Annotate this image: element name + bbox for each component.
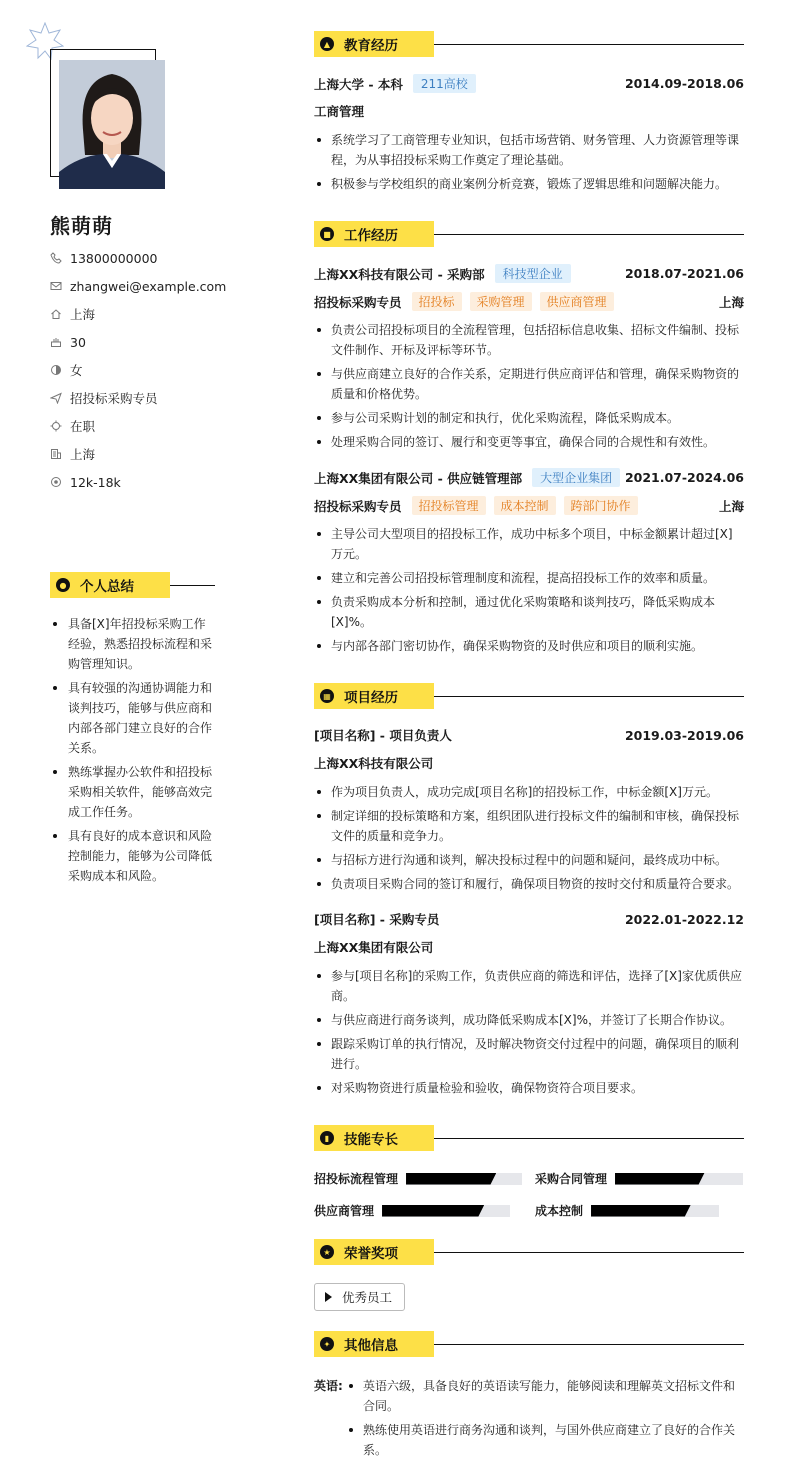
list-item: 建立和完善公司招投标管理制度和流程，提高招投标工作的效率和质量。	[314, 568, 744, 588]
list-item: 具有良好的成本意识和风险控制能力，能够为公司降低采购成本和风险。	[50, 826, 214, 886]
list-item: 处理采购合同的签订、履行和变更等事宜，确保合同的合规性和有效性。	[314, 432, 744, 452]
info-email: zhangwei@example.com	[50, 275, 226, 297]
phone-icon	[50, 252, 62, 264]
skill-item: 成本控制	[535, 1202, 719, 1219]
list-item: 英语六级，具备良好的英语读写能力，能够阅读和理解英文招标文件和合同。	[346, 1376, 746, 1416]
info-gender: 女	[50, 359, 83, 381]
skill-bar-fill	[382, 1205, 484, 1217]
info-job: 招投标采购专员	[50, 387, 158, 409]
section-honors-header: ★ 荣誉奖项	[314, 1239, 744, 1265]
info-icon: ✦	[320, 1337, 334, 1351]
list-item: 参与公司采购计划的制定和执行，优化采购流程，降低采购成本。	[314, 408, 744, 428]
info-home: 上海	[50, 303, 95, 325]
skill-bar-fill	[615, 1173, 705, 1185]
list-item: 作为项目负责人，成功完成[项目名称]的招投标工作，中标金额[X]万元。	[314, 782, 744, 802]
skill-tag: 招投标	[412, 292, 462, 311]
other-label: 英语:	[314, 1379, 343, 1393]
list-item: 跟踪采购订单的执行情况，及时解决物资交付过程中的问题，确保项目的顺利进行。	[314, 1034, 744, 1074]
list-item: 负责项目采购合同的签订和履行，确保项目物资的按时交付和质量符合要求。	[314, 874, 744, 894]
job-2-row: 上海XX集团有限公司 - 供应链管理部 大型企业集团 2021.07-2024.06	[314, 470, 744, 486]
list-item: 熟练掌握办公软件和招投标采购相关软件，能够高效完成工作任务。	[50, 762, 214, 822]
skill-item: 招投标流程管理	[314, 1170, 522, 1187]
skill-bar	[382, 1205, 510, 1217]
bar-chart-icon: ▮	[320, 1131, 334, 1145]
list-item: 积极参与学校组织的商业案例分析竞赛，锻炼了逻辑思维和问题解决能力。	[314, 174, 744, 194]
list-item: 制定详细的投标策略和方案，组织团队进行投标文件的编制和审核，确保投标文件的质量和竞争力。	[314, 806, 744, 846]
send-icon	[50, 392, 62, 404]
project-1-row: [项目名称] - 项目负责人 2019.03-2019.06	[314, 727, 744, 743]
list-item: 具有较强的沟通协调能力和谈判技巧，能够与供应商和内部各部门建立良好的合作关系。	[50, 678, 214, 758]
skill-tag: 跨部门协作	[564, 496, 638, 515]
home-icon	[50, 308, 62, 320]
play-icon	[325, 1292, 332, 1302]
section-summary-header: ● 个人总结	[50, 572, 215, 598]
status-icon	[50, 420, 62, 432]
list-item: 与供应商进行商务谈判，成功降低采购成本[X]%，并签订了长期合作协议。	[314, 1010, 744, 1030]
job-1-role-row: 招投标采购专员 招投标 采购管理 供应商管理 上海	[314, 292, 744, 311]
job-2-role-row: 招投标采购专员 招投标管理 成本控制 跨部门协作 上海	[314, 496, 744, 515]
project-2-row: [项目名称] - 采购专员 2022.01-2022.12	[314, 911, 744, 927]
skill-bar-fill	[406, 1173, 496, 1185]
other-list	[346, 1376, 746, 1464]
list-item: 对采购物资进行质量检验和验收，确保物资符合项目要求。	[314, 1078, 744, 1098]
skill-bar-fill	[591, 1205, 691, 1217]
list-item: 与招标方进行沟通和谈判，解决投标过程中的问题和疑问，最终成功中标。	[314, 850, 744, 870]
gender-icon	[50, 364, 62, 376]
company-tag: 大型企业集团	[532, 468, 620, 487]
candidate-name: 熊萌萌	[50, 214, 113, 238]
skill-tag: 招投标管理	[412, 496, 486, 515]
info-age: 30	[50, 331, 86, 353]
list-item: 与供应商建立良好的合作关系，定期进行供应商评估和管理，确保采购物资的质量和价格优势。	[314, 364, 744, 404]
skill-bar	[591, 1205, 719, 1217]
list-item: 系统学习了工商管理专业知识，包括市场营销、财务管理、人力资源管理等课程，为从事招投标采购工作奠定了理论基础。	[314, 130, 744, 170]
project-2-list	[314, 966, 744, 1102]
award-badge: 优秀员工	[314, 1283, 405, 1311]
list-item: 主导公司大型项目的招投标工作，成功中标多个项目，中标金额累计超过[X]万元。	[314, 524, 744, 564]
project-1-list	[314, 782, 744, 898]
award-icon: ★	[320, 1245, 334, 1259]
section-education-header: ▲ 教育经历	[314, 31, 744, 57]
info-phone: 13800000000	[50, 247, 157, 269]
list-item: 与内部各部门密切协作，确保采购物资的及时供应和项目的顺利实施。	[314, 636, 744, 656]
salary-icon	[50, 476, 62, 488]
section-skills-header: ▮ 技能专长	[314, 1125, 744, 1151]
building-icon	[50, 448, 62, 460]
education-major: 工商管理	[314, 104, 365, 119]
user-icon: ●	[56, 578, 70, 592]
school-tag: 211高校	[413, 74, 476, 93]
list-item: 具备[X]年招投标采购工作经验，熟悉招投标流程和采购管理知识。	[50, 614, 214, 674]
grid-icon: ▦	[320, 689, 334, 703]
section-work-header: ■ 工作经历	[314, 221, 744, 247]
section-other-header: ✦ 其他信息	[314, 1331, 744, 1357]
education-list	[314, 130, 744, 198]
graduation-cap-icon: ▲	[320, 37, 334, 51]
skill-tag: 成本控制	[494, 496, 556, 515]
age-icon	[50, 336, 62, 348]
avatar	[59, 60, 165, 189]
list-item: 熟练使用英语进行商务沟通和谈判，与国外供应商建立了良好的合作关系。	[346, 1420, 746, 1460]
summary-list	[50, 614, 214, 890]
list-item: 负责公司招投标项目的全流程管理，包括招标信息收集、招标文件编制、投标文件制作、开标及评标等环节。	[314, 320, 744, 360]
company-tag: 科技型企业	[495, 264, 571, 283]
skill-tag: 采购管理	[470, 292, 532, 311]
list-item: 负责采购成本分析和控制，通过优化采购策略和谈判技巧，降低采购成本[X]%。	[314, 592, 744, 632]
skill-tag: 供应商管理	[540, 292, 614, 311]
section-projects-header: ▦ 项目经历	[314, 683, 744, 709]
info-status: 在职	[50, 415, 95, 437]
skill-item: 供应商管理	[314, 1202, 510, 1219]
education-row: 上海大学 - 本科 211高校 2014.09-2018.06	[314, 76, 744, 92]
project-1-company: 上海XX科技有限公司	[314, 756, 434, 771]
info-salary: 12k-18k	[50, 471, 121, 493]
briefcase-icon: ■	[320, 227, 334, 241]
job-2-list	[314, 524, 744, 660]
project-2-company: 上海XX集团有限公司	[314, 940, 434, 955]
job-1-list	[314, 320, 744, 456]
list-item: 参与[项目名称]的采购工作，负责供应商的筛选和评估，选择了[X]家优质供应商。	[314, 966, 744, 1006]
skill-bar	[406, 1173, 522, 1185]
mail-icon	[50, 280, 62, 292]
skill-item: 采购合同管理	[535, 1170, 743, 1187]
job-1-row: 上海XX科技有限公司 - 采购部 科技型企业 2018.07-2021.06	[314, 266, 744, 282]
info-city: 上海	[50, 443, 95, 465]
skill-bar	[615, 1173, 743, 1185]
